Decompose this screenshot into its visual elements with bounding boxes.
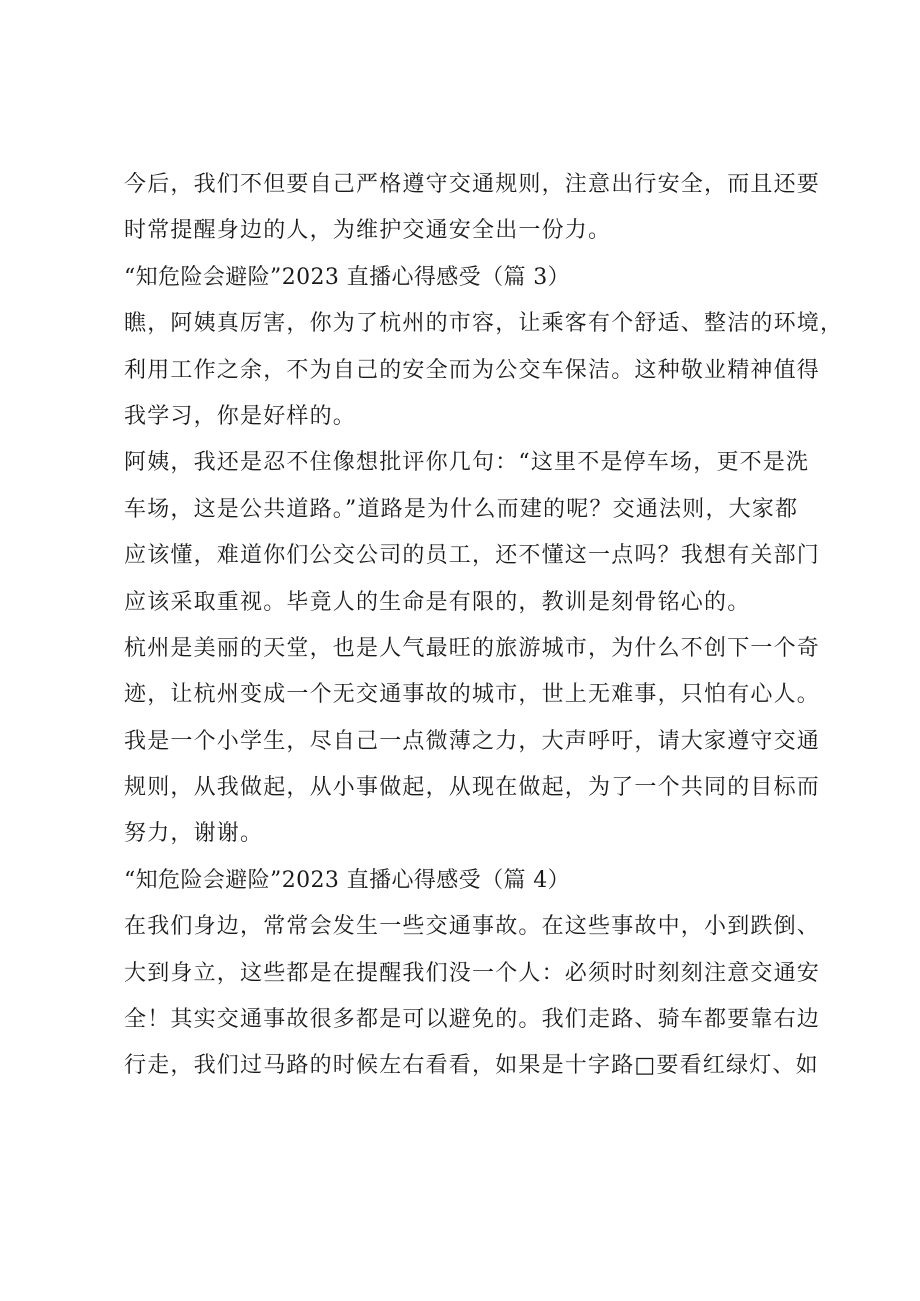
section-heading (124, 858, 836, 904)
text-line: 应该采取重视。毕竟人的生命是有限的，教训是刻骨铭心的。 (124, 589, 751, 615)
text-line: 迹，让杭州变成一个无交通事故的城市，世上无难事，只怕有心人。 (124, 682, 821, 708)
text-line: 利用工作之余，不为自己的安全而为公交车保洁。这种敬业精神值得 (124, 357, 821, 383)
text-line: 杭州是美丽的天堂，也是人气最旺的旅游城市，为什么不创下一个奇 (124, 635, 821, 661)
text-line: 应该懂，难道你们公交公司的员工，还不懂这一点吗？我想有关部门 (124, 543, 821, 569)
text-line: 规则，从我做起，从小事做起，从现在做起，为了一个共同的目标而 (124, 775, 821, 801)
text-line: 瞧，阿姨真厉害，你为了杭州的市容，让乘客有个舒适、整洁的环境， (124, 311, 844, 337)
paragraph (124, 904, 836, 1090)
text-line: 今后，我们不但要自己严格遵守交通规则，注意出行安全，而且还要 (124, 172, 821, 197)
text-line: 我学习，你是好样的。 (124, 403, 357, 429)
text-line: 时常提醒身边的人，为维护交通安全出一份力。 (124, 218, 612, 244)
text-line: 在我们身边，常常会发生一些交通事故。在这些事故中，小到跌倒、 (124, 914, 821, 940)
text-line: 全！其实交通事故很多都是可以避免的。我们走路、骑车都要靠右边 (124, 1007, 821, 1033)
paragraph (124, 440, 836, 626)
text-line: 车场，这是公共道路。”道路是为什么而建的呢？交通法则，大家都 (124, 496, 799, 522)
heading-line: “知危险会避险”2023 直播心得感受（篇 3） (124, 264, 571, 290)
text-line: 阿姨，我还是忍不住像想批评你几句：“这里不是停车场，更不是洗 (124, 450, 810, 476)
document-body (124, 162, 844, 1090)
text-line: 我是一个小学生，尽自己一点微薄之力，大声呼吁，请大家遵守交通 (124, 728, 821, 754)
text-line: 努力，谢谢。 (124, 821, 264, 847)
section-heading (124, 255, 836, 301)
text-line: 行走，我们过马路的时候左右看看，如果是十字路□要看红绿灯、如 (124, 1053, 819, 1079)
paragraph (124, 162, 836, 255)
paragraph (124, 626, 836, 719)
heading-line: “知危险会避险”2023 直播心得感受（篇 4） (124, 867, 571, 893)
text-line: 大到身立，这些都是在提醒我们没一个人：必须时时刻刻注意交通安 (124, 960, 821, 986)
paragraph (124, 719, 836, 858)
paragraph (124, 301, 844, 440)
